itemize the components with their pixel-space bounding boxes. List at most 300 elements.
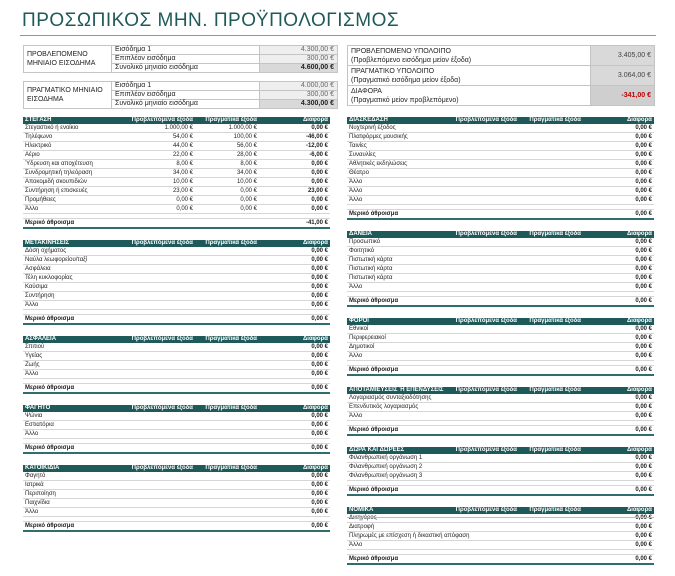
subtotal-label: Μερικό άθροισμα bbox=[347, 210, 451, 220]
difference-label bbox=[348, 86, 591, 106]
actual-cell[interactable] bbox=[519, 523, 583, 532]
projected-cell[interactable] bbox=[451, 541, 519, 550]
income-value[interactable]: 4.300,00 € bbox=[260, 46, 338, 55]
actual-cell[interactable]: 56,00 € bbox=[195, 142, 259, 151]
actual-cell[interactable] bbox=[195, 421, 259, 430]
table-row bbox=[23, 499, 330, 508]
difference-cell: 0,00 € bbox=[259, 292, 330, 301]
actual-cell[interactable] bbox=[519, 187, 583, 196]
actual-cell[interactable]: 1.000,00 € bbox=[195, 124, 259, 133]
table-row bbox=[23, 481, 330, 490]
actual-cell[interactable]: 28,00 € bbox=[195, 151, 259, 160]
projected-cell[interactable]: 54,00 € bbox=[127, 133, 195, 142]
subtotal-difference: -41,00 € bbox=[259, 219, 330, 229]
expense-section bbox=[23, 117, 330, 229]
row-label: Πιστωτική κάρτα bbox=[347, 274, 451, 283]
projected-cell[interactable] bbox=[451, 283, 519, 292]
projected-column-header: Προβλεπόμενα έξοδα bbox=[127, 117, 195, 124]
difference-column-header: Διαφορά bbox=[259, 240, 330, 247]
projected-cell[interactable]: 23,00 € bbox=[127, 187, 195, 196]
projected-income-label: ΠΡΟΒΛΕΠΟΜΕΝΟ ΜΗΝΙΑΙΟ ΕΙΣΟΔΗΜΑ bbox=[24, 46, 112, 73]
section-title: ΑΣΦΑΛΕΙΑ bbox=[23, 336, 127, 343]
projected-cell[interactable] bbox=[127, 247, 195, 256]
row-label: Ναύλα λεωφορείου/ταξί bbox=[23, 256, 127, 265]
table-row bbox=[23, 412, 330, 421]
row-label: Άλλο bbox=[23, 205, 127, 214]
actual-cell[interactable] bbox=[195, 481, 259, 490]
projected-cell[interactable] bbox=[127, 481, 195, 490]
row-label: Συναυλίες bbox=[347, 151, 451, 160]
projected-balance-title: ΠΡΟΒΛΕΠΟΜΕΝΟ ΥΠΟΛΟΙΠΟ bbox=[351, 48, 451, 55]
table-row bbox=[347, 247, 654, 256]
subtotal-actual bbox=[519, 210, 583, 220]
section-header-row bbox=[347, 318, 654, 325]
row-label: Λογαριασμός συνταξιοδότησης bbox=[347, 394, 451, 403]
difference-column-header: Διαφορά bbox=[259, 465, 330, 472]
difference-cell: 0,00 € bbox=[583, 265, 654, 274]
actual-cell[interactable] bbox=[519, 178, 583, 187]
projected-cell[interactable] bbox=[127, 292, 195, 301]
table-row bbox=[347, 454, 654, 463]
difference-column-header: Διαφορά bbox=[583, 447, 654, 454]
difference-cell: 0,00 € bbox=[259, 283, 330, 292]
difference-cell: 0,00 € bbox=[583, 523, 654, 532]
subtotal-difference: 0,00 € bbox=[259, 444, 330, 454]
difference-column-header: Διαφορά bbox=[259, 405, 330, 412]
actual-cell[interactable] bbox=[519, 169, 583, 178]
table-row bbox=[347, 394, 654, 403]
difference-cell: 0,00 € bbox=[259, 160, 330, 169]
left-expense-column bbox=[23, 117, 330, 543]
actual-cell[interactable] bbox=[519, 265, 583, 274]
projected-cell[interactable] bbox=[451, 124, 519, 133]
row-label: Ζωής bbox=[23, 361, 127, 370]
expense-table bbox=[23, 240, 330, 325]
table-row bbox=[23, 274, 330, 283]
row-label: Εστιατόρια bbox=[23, 421, 127, 430]
subtotal-actual bbox=[519, 555, 583, 565]
expense-section bbox=[23, 240, 330, 325]
actual-column-header: Πραγματικά έξοδα bbox=[195, 405, 259, 412]
row-label: Σπιτιού bbox=[23, 343, 127, 352]
projected-cell[interactable] bbox=[451, 247, 519, 256]
actual-cell[interactable] bbox=[519, 283, 583, 292]
table-row bbox=[347, 403, 654, 412]
row-label: Προσωπικό bbox=[347, 238, 451, 247]
projected-cell[interactable] bbox=[451, 334, 519, 343]
table-row bbox=[23, 508, 330, 517]
projected-cell[interactable] bbox=[127, 370, 195, 379]
section-header-row bbox=[23, 117, 330, 124]
subtotal-difference: 0,00 € bbox=[583, 555, 654, 565]
expense-table bbox=[347, 447, 654, 496]
difference-cell: 0,00 € bbox=[583, 274, 654, 283]
actual-cell[interactable]: 100,00 € bbox=[195, 133, 259, 142]
difference-cell: 0,00 € bbox=[259, 361, 330, 370]
actual-cell[interactable] bbox=[195, 370, 259, 379]
projected-cell[interactable] bbox=[451, 238, 519, 247]
table-row bbox=[23, 490, 330, 499]
table-row bbox=[23, 142, 330, 151]
actual-cell[interactable] bbox=[519, 247, 583, 256]
subtotal-label: Μερικό άθροισμα bbox=[23, 219, 127, 229]
row-label: Ασφάλεια bbox=[23, 265, 127, 274]
row-label: Δόση οχήματος bbox=[23, 247, 127, 256]
projected-cell[interactable] bbox=[451, 265, 519, 274]
projected-cell[interactable]: 0,00 € bbox=[127, 205, 195, 214]
table-row bbox=[23, 343, 330, 352]
row-label: Ψώνια bbox=[23, 412, 127, 421]
expense-table bbox=[23, 465, 330, 532]
difference-cell: 0,00 € bbox=[259, 196, 330, 205]
difference-cell: -6,00 € bbox=[259, 151, 330, 160]
actual-balance-title: ΠΡΑΓΜΑΤΙΚΟ ΥΠΟΛΟΙΠΟ bbox=[351, 68, 435, 75]
income-name: Εισόδημα 1 bbox=[112, 82, 260, 91]
projected-cell[interactable] bbox=[127, 274, 195, 283]
difference-column-header: Διαφορά bbox=[259, 336, 330, 343]
subtotal-label: Μερικό άθροισμα bbox=[347, 426, 451, 436]
subtotal-difference: 0,00 € bbox=[583, 210, 654, 220]
expense-section bbox=[347, 447, 654, 496]
actual-balance-label bbox=[348, 66, 591, 86]
table-row bbox=[347, 256, 654, 265]
subtotal-row bbox=[347, 486, 654, 496]
difference-cell: 0,00 € bbox=[259, 124, 330, 133]
subtotal-row bbox=[23, 384, 330, 394]
difference-cell: 0,00 € bbox=[259, 169, 330, 178]
actual-cell[interactable] bbox=[519, 532, 583, 541]
projected-cell[interactable]: 22,00 € bbox=[127, 151, 195, 160]
projected-balance-value: 3.405,00 € bbox=[591, 46, 655, 66]
difference-cell: 0,00 € bbox=[583, 334, 654, 343]
expense-table bbox=[23, 336, 330, 394]
actual-cell[interactable] bbox=[519, 343, 583, 352]
actual-cell[interactable]: 10,00 € bbox=[195, 178, 259, 187]
income-value[interactable]: 4.000,00 € bbox=[260, 82, 338, 91]
difference-cell: 0,00 € bbox=[583, 247, 654, 256]
income-value[interactable]: 300,00 € bbox=[260, 91, 338, 100]
projected-cell[interactable]: 10,00 € bbox=[127, 178, 195, 187]
projected-cell[interactable] bbox=[127, 301, 195, 310]
section-title: ΔΩΡΑ ΚΑΙ ΔΩΡΕΕΣ bbox=[347, 447, 451, 454]
difference-cell: 0,00 € bbox=[259, 256, 330, 265]
section-title: ΦΑΓΗΤΟ bbox=[23, 405, 127, 412]
row-label: Άλλο bbox=[347, 178, 451, 187]
actual-cell[interactable] bbox=[195, 301, 259, 310]
projected-column-header: Προβλεπόμενα έξοδα bbox=[451, 231, 519, 238]
section-header-row bbox=[347, 231, 654, 238]
expense-section bbox=[23, 336, 330, 394]
projected-cell[interactable]: 34,00 € bbox=[127, 169, 195, 178]
subtotal-row bbox=[347, 555, 654, 565]
row-label: Πιστωτική κάρτα bbox=[347, 256, 451, 265]
difference-cell: 0,00 € bbox=[259, 430, 330, 439]
projected-cell[interactable]: 1.000,00 € bbox=[127, 124, 195, 133]
row-label: Τέλη κυκλοφορίας bbox=[23, 274, 127, 283]
difference-cell: 0,00 € bbox=[583, 196, 654, 205]
projected-cell[interactable] bbox=[451, 412, 519, 421]
table-row bbox=[23, 196, 330, 205]
actual-cell[interactable] bbox=[195, 472, 259, 481]
row-label: Νυχτερινή έξοδος bbox=[347, 124, 451, 133]
table-row bbox=[347, 472, 654, 481]
projected-column-header: Προβλεπόμενα έξοδα bbox=[451, 318, 519, 325]
projected-cell[interactable] bbox=[451, 151, 519, 160]
projected-cell[interactable] bbox=[127, 472, 195, 481]
balance-table bbox=[347, 45, 655, 106]
row-label: Ύδρευση και αποχέτευση bbox=[23, 160, 127, 169]
projected-cell[interactable]: 0,00 € bbox=[127, 196, 195, 205]
subtotal-projected bbox=[451, 555, 519, 565]
row-label: Περιποίηση bbox=[23, 490, 127, 499]
actual-cell[interactable]: 34,00 € bbox=[195, 169, 259, 178]
actual-cell[interactable] bbox=[195, 430, 259, 439]
actual-cell[interactable] bbox=[519, 160, 583, 169]
projected-cell[interactable] bbox=[451, 133, 519, 142]
projected-cell[interactable] bbox=[127, 412, 195, 421]
projected-cell[interactable] bbox=[451, 343, 519, 352]
actual-cell[interactable] bbox=[519, 274, 583, 283]
actual-cell[interactable] bbox=[519, 124, 583, 133]
actual-column-header: Πραγματικά έξοδα bbox=[519, 318, 583, 325]
difference-cell: 0,00 € bbox=[583, 238, 654, 247]
subtotal-row bbox=[347, 426, 654, 436]
difference-cell: 0,00 € bbox=[583, 412, 654, 421]
subtotal-difference: 0,00 € bbox=[583, 426, 654, 436]
actual-cell[interactable] bbox=[519, 394, 583, 403]
actual-cell[interactable] bbox=[195, 361, 259, 370]
actual-column-header: Πραγματικά έξοδα bbox=[519, 231, 583, 238]
projected-cell[interactable] bbox=[451, 454, 519, 463]
actual-cell[interactable] bbox=[519, 514, 583, 523]
actual-column-header: Πραγματικά έξοδα bbox=[195, 117, 259, 124]
actual-cell[interactable] bbox=[195, 274, 259, 283]
actual-cell[interactable]: 0,00 € bbox=[195, 187, 259, 196]
projected-cell[interactable] bbox=[451, 160, 519, 169]
actual-cell[interactable] bbox=[519, 325, 583, 334]
row-label: Άλλο bbox=[23, 508, 127, 517]
projected-cell[interactable] bbox=[451, 142, 519, 151]
expense-section bbox=[347, 117, 654, 220]
actual-cell[interactable] bbox=[519, 256, 583, 265]
projected-cell[interactable] bbox=[451, 256, 519, 265]
difference-cell: 0,00 € bbox=[583, 514, 654, 523]
projected-cell[interactable] bbox=[451, 169, 519, 178]
table-row bbox=[23, 352, 330, 361]
actual-cell[interactable] bbox=[519, 151, 583, 160]
row-label: Παιχνίδια bbox=[23, 499, 127, 508]
projected-balance-subtitle: (Προβλεπόμενο εισόδημα μείον έξοδα) bbox=[351, 57, 472, 64]
actual-cell[interactable] bbox=[195, 352, 259, 361]
subtotal-projected bbox=[127, 384, 195, 394]
row-label: Αέριο bbox=[23, 151, 127, 160]
table-row bbox=[23, 421, 330, 430]
subtotal-actual bbox=[519, 486, 583, 496]
table-row bbox=[23, 187, 330, 196]
expense-table bbox=[23, 117, 330, 229]
actual-cell[interactable] bbox=[195, 499, 259, 508]
income-value[interactable]: 300,00 € bbox=[260, 55, 338, 64]
table-row bbox=[347, 265, 654, 274]
projected-cell[interactable] bbox=[451, 325, 519, 334]
subtotal-row bbox=[347, 297, 654, 307]
projected-cell[interactable] bbox=[451, 403, 519, 412]
table-row bbox=[347, 334, 654, 343]
actual-cell[interactable] bbox=[519, 463, 583, 472]
section-title: ΑΠΟΤΑΜΙΕΥΣΕΙΣ Ή ΕΠΕΝΔΥΣΕΙΣ bbox=[347, 387, 451, 394]
actual-cell[interactable] bbox=[519, 472, 583, 481]
table-row bbox=[347, 532, 654, 541]
actual-cell[interactable] bbox=[519, 142, 583, 151]
table-row bbox=[23, 301, 330, 310]
projected-column-header: Προβλεπόμενα έξοδα bbox=[451, 507, 519, 514]
difference-column-header: Διαφορά bbox=[583, 507, 654, 514]
actual-cell[interactable] bbox=[195, 292, 259, 301]
difference-cell: 0,00 € bbox=[583, 394, 654, 403]
section-title: ΔΙΑΣΚΕΔΑΣΗ bbox=[347, 117, 451, 124]
actual-cell[interactable] bbox=[195, 343, 259, 352]
table-row bbox=[23, 169, 330, 178]
actual-cell[interactable] bbox=[519, 403, 583, 412]
actual-column-header: Πραγματικά έξοδα bbox=[519, 447, 583, 454]
projected-cell[interactable] bbox=[451, 523, 519, 532]
table-row bbox=[347, 196, 654, 205]
subtotal-projected bbox=[451, 297, 519, 307]
section-header-row bbox=[23, 240, 330, 247]
actual-cell[interactable] bbox=[195, 247, 259, 256]
projected-cell[interactable] bbox=[127, 352, 195, 361]
actual-cell[interactable] bbox=[195, 508, 259, 517]
difference-cell: 0,00 € bbox=[259, 247, 330, 256]
actual-cell[interactable] bbox=[195, 412, 259, 421]
actual-cell[interactable] bbox=[519, 412, 583, 421]
difference-column-header: Διαφορά bbox=[583, 117, 654, 124]
projected-cell[interactable] bbox=[127, 499, 195, 508]
subtotal-label: Μερικό άθροισμα bbox=[347, 555, 451, 565]
projected-cell[interactable] bbox=[127, 508, 195, 517]
table-row bbox=[23, 472, 330, 481]
actual-column-header: Πραγματικά έξοδα bbox=[195, 336, 259, 343]
subtotal-row bbox=[23, 315, 330, 325]
projected-cell[interactable] bbox=[127, 256, 195, 265]
section-header-row bbox=[23, 405, 330, 412]
projected-cell[interactable] bbox=[451, 178, 519, 187]
difference-column-header: Διαφορά bbox=[583, 318, 654, 325]
projected-cell[interactable] bbox=[451, 394, 519, 403]
projected-cell[interactable] bbox=[127, 421, 195, 430]
actual-cell[interactable] bbox=[195, 256, 259, 265]
row-label: Ηλεκτρικό bbox=[23, 142, 127, 151]
subtotal-label: Μερικό άθροισμα bbox=[347, 486, 451, 496]
projected-cell[interactable] bbox=[127, 343, 195, 352]
actual-cell[interactable] bbox=[519, 541, 583, 550]
actual-cell[interactable] bbox=[195, 490, 259, 499]
row-label: Φιλανθρωπική οργάνωση 2 bbox=[347, 463, 451, 472]
row-label: Φοιτητικό bbox=[347, 247, 451, 256]
subtotal-projected bbox=[451, 486, 519, 496]
projected-cell[interactable] bbox=[127, 265, 195, 274]
table-row bbox=[347, 238, 654, 247]
actual-column-header: Πραγματικά έξοδα bbox=[519, 117, 583, 124]
projected-cell[interactable] bbox=[127, 430, 195, 439]
difference-cell: 0,00 € bbox=[259, 178, 330, 187]
difference-cell: 0,00 € bbox=[583, 454, 654, 463]
expense-section bbox=[347, 387, 654, 436]
actual-cell[interactable]: 0,00 € bbox=[195, 205, 259, 214]
actual-cell[interactable]: 0,00 € bbox=[195, 196, 259, 205]
subtotal-label: Μερικό άθροισμα bbox=[23, 444, 127, 454]
projected-cell[interactable]: 8,00 € bbox=[127, 160, 195, 169]
expense-section bbox=[23, 465, 330, 532]
subtotal-actual bbox=[195, 315, 259, 325]
difference-cell: 0,00 € bbox=[583, 169, 654, 178]
actual-cell[interactable] bbox=[519, 238, 583, 247]
actual-cell[interactable] bbox=[519, 352, 583, 361]
projected-cell[interactable] bbox=[451, 274, 519, 283]
row-label: Άλλο bbox=[347, 196, 451, 205]
difference-subtitle: (Πραγματικό μείον προβλεπόμενο) bbox=[351, 97, 459, 104]
title-divider bbox=[20, 35, 656, 36]
table-row bbox=[23, 256, 330, 265]
table-row bbox=[347, 187, 654, 196]
row-label: Εθνικοί bbox=[347, 325, 451, 334]
subtotal-row bbox=[347, 210, 654, 220]
actual-income-label: ΠΡΑΓΜΑΤΙΚΟ ΜΗΝΙΑΙΟ ΕΙΣΟΔΗΜΑ bbox=[24, 82, 112, 109]
table-row bbox=[347, 343, 654, 352]
projected-balance-label bbox=[348, 46, 591, 66]
actual-cell[interactable] bbox=[519, 133, 583, 142]
row-label: Άλλο bbox=[347, 412, 451, 421]
table-row bbox=[347, 412, 654, 421]
projected-cell[interactable] bbox=[127, 283, 195, 292]
table-row bbox=[347, 274, 654, 283]
row-label: Στεγαστικό ή ενοίκιο bbox=[23, 124, 127, 133]
projected-cell[interactable] bbox=[451, 187, 519, 196]
projected-cell[interactable]: 44,00 € bbox=[127, 142, 195, 151]
actual-cell[interactable] bbox=[519, 196, 583, 205]
row-label: Δημοτικοί bbox=[347, 343, 451, 352]
projected-cell[interactable] bbox=[451, 196, 519, 205]
actual-cell[interactable] bbox=[519, 334, 583, 343]
row-label: Δικηγόρος bbox=[347, 514, 451, 523]
actual-cell[interactable]: 8,00 € bbox=[195, 160, 259, 169]
subtotal-label: Μερικό άθροισμα bbox=[23, 384, 127, 394]
actual-column-header: Πραγματικά έξοδα bbox=[519, 387, 583, 394]
row-label: Φαγητό bbox=[23, 472, 127, 481]
actual-cell[interactable] bbox=[519, 454, 583, 463]
projected-cell[interactable] bbox=[127, 490, 195, 499]
projected-cell[interactable] bbox=[451, 352, 519, 361]
expense-section bbox=[23, 405, 330, 454]
actual-cell[interactable] bbox=[195, 265, 259, 274]
table-row bbox=[23, 247, 330, 256]
actual-column-header: Πραγματικά έξοδα bbox=[519, 507, 583, 514]
row-label: Άλλο bbox=[23, 301, 127, 310]
projected-cell[interactable] bbox=[451, 514, 519, 523]
section-header-row bbox=[347, 387, 654, 394]
difference-cell: 0,00 € bbox=[583, 160, 654, 169]
projected-cell[interactable] bbox=[451, 472, 519, 481]
section-title: ΝΟΜΙΚΑ bbox=[347, 507, 451, 514]
difference-cell: 0,00 € bbox=[583, 463, 654, 472]
projected-cell[interactable] bbox=[451, 463, 519, 472]
actual-cell[interactable] bbox=[195, 283, 259, 292]
difference-cell: 0,00 € bbox=[583, 178, 654, 187]
projected-cell[interactable] bbox=[127, 361, 195, 370]
difference-column-header: Διαφορά bbox=[583, 387, 654, 394]
difference-cell: 0,00 € bbox=[259, 412, 330, 421]
page-title: ΠΡΟΣΩΠΙΚΟΣ ΜΗΝ. ΠΡΟΫΠΟΛΟΓΙΣΜΟΣ bbox=[22, 10, 400, 31]
